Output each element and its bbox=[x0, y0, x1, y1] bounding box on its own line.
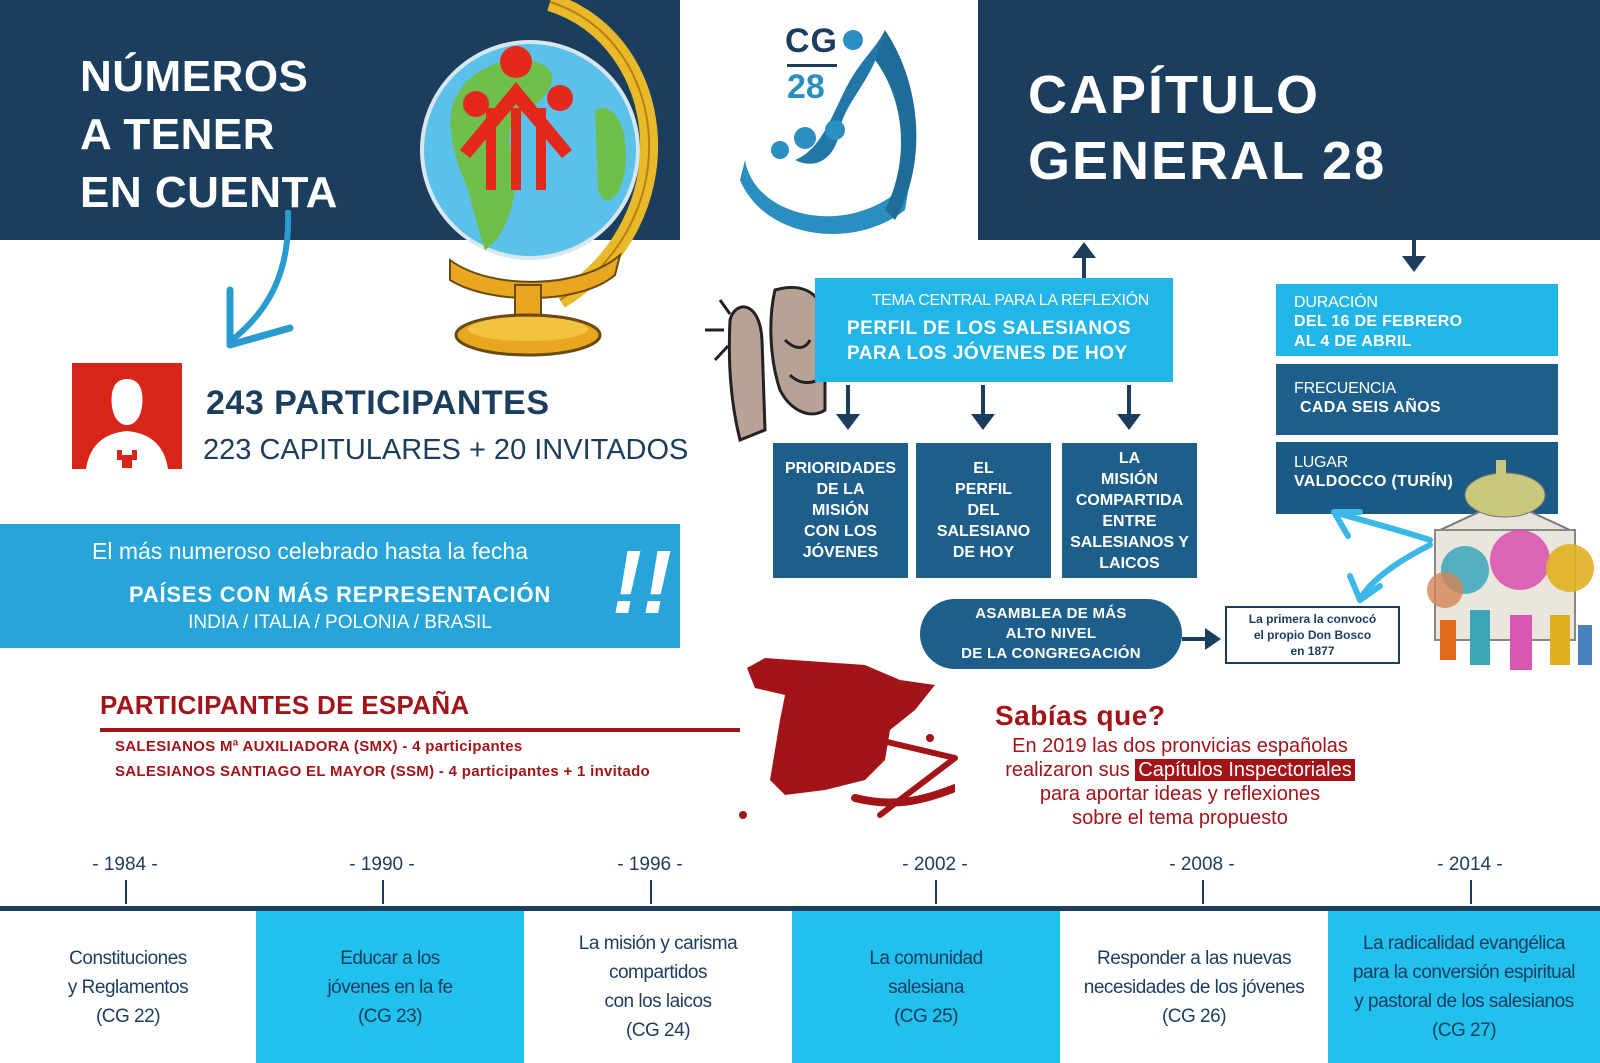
sub-box-prioridades: PRIORIDADES DE LA MISIÓN CON LOS JÓVENES bbox=[773, 443, 908, 578]
spain-item-smx: SALESIANOS Mª AUXILIADORA (SMX) - 4 participantes bbox=[115, 738, 523, 755]
timeline-cell-cg25: La comunidad salesiana (CG 25) bbox=[792, 911, 1060, 1063]
spain-divider bbox=[100, 728, 740, 732]
arrow-stem bbox=[1127, 385, 1131, 415]
frecuencia-box: FRECUENCIA CADA SEIS AÑOS bbox=[1276, 364, 1558, 435]
timeline-cell-cg26: Responder a las nuevas necesidades de los jóvenes (CG 26) bbox=[1083, 947, 1305, 1027]
arrow-stem bbox=[1082, 256, 1086, 278]
sub-box-perfil: EL PERFIL DEL SALESIANO DE HOY bbox=[916, 443, 1051, 578]
arrow-right-icon bbox=[1205, 628, 1221, 650]
timeline-year: - 2008 - bbox=[1169, 854, 1235, 875]
arrow-down-icon bbox=[1402, 256, 1426, 272]
timeline-tick bbox=[935, 880, 937, 904]
timeline-tick bbox=[125, 880, 127, 904]
tema-title: PERFIL DE LOS SALESIANOS PARA LOS JÓVENES DE HOY bbox=[847, 318, 1132, 364]
arrow-stem bbox=[846, 385, 850, 415]
spain-title: PARTICIPANTES DE ESPAÑA bbox=[100, 690, 470, 720]
timeline-tick bbox=[1202, 880, 1204, 904]
globe-icon bbox=[420, 0, 680, 370]
timeline-year: - 2002 - bbox=[902, 854, 968, 875]
asamblea-pill: ASAMBLEA DE MÁS ALTO NIVEL DE LA CONGREGACIÓN bbox=[920, 599, 1182, 669]
sabias-body: En 2019 las dos pronvicias españolas realizaron sus Capítulos Inspectoriales para aportar ideas y reflexiones sobre el tema propuesto bbox=[960, 734, 1400, 830]
participants-total: 243 PARTICIPANTES bbox=[206, 384, 550, 422]
exclamation-icon: !! bbox=[612, 533, 672, 633]
sabias-title: Sabías que? bbox=[995, 700, 1166, 731]
timeline-year: - 1996 - bbox=[617, 854, 683, 875]
highlight-capitulos: Capítulos Inspectoriales bbox=[1135, 759, 1354, 781]
timeline-tick bbox=[382, 880, 384, 904]
red-arrow-icon bbox=[860, 730, 970, 820]
arrow-stem bbox=[1182, 637, 1206, 641]
timeline-tick bbox=[1470, 880, 1472, 904]
lugar-box: LUGAR VALDOCCO (TURÍN) bbox=[1276, 442, 1558, 514]
banner-countries-list: INDIA / ITALIA / POLONIA / BRASIL bbox=[188, 612, 492, 633]
don-bosco-note: La primera la convocó el propio Don Bosco en 1877 bbox=[1225, 606, 1400, 664]
numeros-title: NÚMEROS A TENER EN CUENTA bbox=[80, 52, 338, 217]
curved-arrow-icon bbox=[200, 210, 320, 360]
spain-item-ssm: SALESIANOS SANTIAGO EL MAYOR (SSM) - 4 participantes + 1 invitado bbox=[115, 763, 651, 780]
curved-arrow-icon bbox=[1320, 500, 1440, 610]
timeline-year: - 1984 - bbox=[92, 854, 158, 875]
participants-breakdown: 223 CAPITULARES + 20 INVITADOS bbox=[203, 434, 689, 466]
logo-cg-text: CG bbox=[785, 22, 838, 60]
timeline-cell-cg22: Constituciones y Reglamentos (CG 22) bbox=[67, 947, 189, 1027]
logo-number: 28 bbox=[787, 68, 825, 106]
salesian-priest-icon bbox=[72, 363, 182, 469]
tema-label: TEMA CENTRAL PARA LA REFLEXIÓN bbox=[871, 292, 1149, 309]
logo-divider bbox=[787, 64, 837, 67]
arrow-stem bbox=[981, 385, 985, 415]
duracion-box: DURACIÓN DEL 16 DE FEBRERO AL 4 DE ABRIL bbox=[1276, 284, 1558, 356]
timeline-year: - 2014 - bbox=[1437, 854, 1503, 875]
banner-line-1: El más numeroso celebrado hasta la fecha bbox=[92, 538, 528, 564]
timeline-year: - 1990 - bbox=[349, 854, 415, 875]
info-banner bbox=[0, 524, 680, 648]
timeline-tick bbox=[650, 880, 652, 904]
arrow-down-icon bbox=[836, 414, 860, 430]
timeline-cell-cg24: La misión y carisma compartidos con los laicos (CG 24) bbox=[578, 933, 738, 1041]
timeline-cell-cg23: Educar a los jóvenes en la fe (CG 23) bbox=[256, 911, 524, 1063]
arrow-down-icon bbox=[1117, 414, 1141, 430]
capitulo-title: CAPÍTULO GENERAL 28 bbox=[1028, 65, 1387, 191]
banner-countries-title: PAÍSES CON MÁS REPRESENTACIÓN bbox=[128, 582, 552, 607]
sub-box-mision-compartida: LA MISIÓN COMPARTIDA ENTRE SALESIANOS Y LAICOS bbox=[1062, 443, 1197, 578]
arrow-down-icon bbox=[971, 414, 995, 430]
tema-central-box bbox=[815, 278, 1173, 382]
timeline-cell-cg27: La radicalidad evangélica para la conversión espiritual y pastoral de los salesianos (CG 27) bbox=[1328, 911, 1600, 1063]
